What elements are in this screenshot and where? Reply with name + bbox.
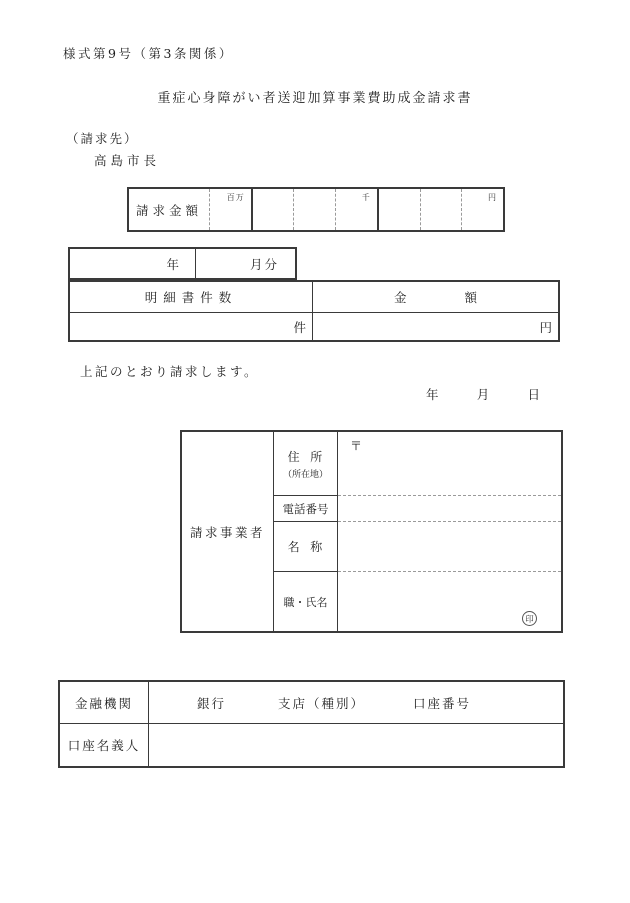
title-name-label-cell [274,571,338,631]
claimant-name-row [274,521,561,571]
amount-unit-label: 円 [539,319,552,335]
address-label: 住 所 [287,449,324,464]
postal-mark-icon: 〒 [350,439,363,453]
amount-value-cell [312,313,558,340]
bank-suffix-label: 銀行 [197,695,227,711]
amount-header-cell [312,282,558,312]
name-label-cell [274,521,338,571]
unit-thousand-label: 千 [361,193,371,202]
year-label: 年 [166,256,181,272]
phone-value-cell [338,495,561,521]
amount-digit-cell [420,189,462,230]
amount-header-kin: 金 [393,290,407,305]
name-label: 名 称 [287,540,324,554]
form-number: 様式第9号（第3条関係） [63,46,234,61]
title-name-label: 職・氏名 [283,595,328,609]
address-value-cell [338,432,561,495]
date-month-label: 月 [476,387,490,402]
bank-table [58,680,565,768]
amount-digit-cell-millions [209,189,251,230]
account-number-label: 口座番号 [413,695,472,711]
institution-label-cell: 金融機関 [60,682,149,723]
recipient-name: 高島市長 [94,153,161,168]
seal-icon: 印 [522,611,537,626]
claimant-phone-row [274,495,561,521]
month-label: 月分 [249,256,279,272]
address-label-cell [274,432,338,495]
bank-institution-row [60,682,563,724]
unit-yen-label: 円 [488,193,498,202]
branch-suffix-label: 支店（種別） [278,695,366,711]
period-table [68,247,297,280]
detail-table [68,280,560,342]
institution-value-cell [149,682,563,723]
detail-header-row [70,282,558,313]
claimant-table [180,430,563,633]
claimant-title-name-row [274,571,561,631]
period-month-cell [195,249,295,278]
date-year-label: 年 [426,387,439,402]
period-year-cell [70,249,195,278]
name-value-cell [338,521,561,571]
address-sublabel: （所在地） [282,469,328,480]
amount-header-gaku: 額 [464,290,478,305]
amount-digit-cell [251,189,294,230]
account-holder-row [60,724,563,766]
count-value-cell [70,313,312,340]
recipient-label: （請求先） [66,131,139,146]
amount-digit-cell [293,189,335,230]
count-unit-label: 件 [293,319,306,335]
holder-value-cell [149,724,563,766]
count-header-cell: 明細書件数 [144,290,238,305]
amount-digit-cell [377,189,420,230]
date-line [426,385,540,403]
detail-value-row [70,313,558,340]
amount-digit-cell-thousands [335,189,377,230]
unit-million-label: 百万 [226,193,245,202]
page-title: 重症心身障がい者送迎加算事業費助成金請求書 [157,91,473,106]
claimant-rows [274,432,561,631]
amount-digit-cell-yen [461,189,503,230]
claimant-group-label: 請求事業者 [182,432,274,631]
holder-label-cell: 口座名義人 [60,724,149,766]
statement-text: 上記のとおり請求します。 [80,364,260,379]
date-day-label: 日 [527,387,540,402]
phone-label-cell [274,495,338,521]
amount-table [127,187,505,232]
amount-label: 請求金額 [135,202,202,218]
phone-label: 電話番号 [282,501,329,516]
title-name-value-cell [338,571,561,631]
claimant-address-row [274,432,561,495]
